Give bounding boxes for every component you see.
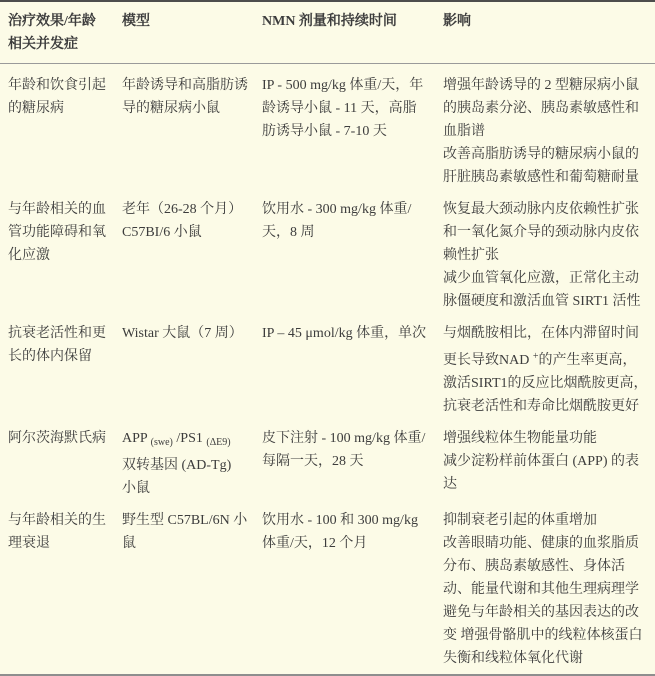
- table-row: [0, 504, 655, 675]
- text-segment: 皮下注射 - 100 mg/kg 体重/每隔一天，28 天: [262, 431, 426, 469]
- cell-paragraph: [122, 509, 248, 555]
- text-segment: IP – 45 μmol/kg 体重，单次: [262, 326, 427, 341]
- text-segment: 的产生率更高，激活SIRT1的反应比烟酰胺更高，抗衰老活性和寿命比烟酰胺更好: [443, 353, 648, 414]
- cell-effects: [435, 64, 655, 194]
- text-segment: 阿尔茨海默氏病: [8, 431, 106, 446]
- cell-paragraph: [8, 427, 108, 450]
- text-segment: 恢复最大颈动脉内皮依赖性扩张和一氧化氮介导的颈动脉内皮依赖性扩张: [443, 202, 639, 263]
- text-segment: 与年龄相关的血管功能障碍和氧化应激: [8, 202, 106, 263]
- cell-paragraph: [8, 322, 108, 368]
- cell-paragraph: [8, 198, 108, 267]
- header-cell-condition: 治疗效果/年龄相关并发症: [0, 1, 114, 64]
- text-segment: /PS1: [172, 431, 207, 446]
- cell-condition: [0, 422, 114, 504]
- cell-condition: [0, 504, 114, 675]
- cell-paragraph: [122, 427, 248, 500]
- table-row: [0, 193, 655, 317]
- cell-paragraph: [443, 450, 649, 496]
- cell-condition: [0, 193, 114, 317]
- cell-paragraph: [443, 74, 649, 143]
- cell-paragraph: [443, 322, 649, 418]
- cell-effects: [435, 193, 655, 317]
- cell-paragraph: [8, 509, 108, 555]
- text-segment: 抑制衰老引起的体重增加: [443, 513, 597, 528]
- cell-paragraph: [443, 143, 649, 189]
- sub-text: (ΔE9): [206, 437, 231, 448]
- cell-paragraph: [262, 322, 429, 345]
- cell-paragraph: [122, 198, 248, 244]
- cell-paragraph: [443, 601, 649, 670]
- cell-paragraph: [443, 267, 649, 313]
- text-segment: 与年龄相关的生理衰退: [8, 513, 106, 551]
- text-segment: 减少血管氧化应激，正常化主动脉僵硬度和激活血管 SIRT1 活性: [443, 271, 641, 309]
- cell-paragraph: [122, 74, 248, 120]
- cell-paragraph: [262, 427, 429, 473]
- text-segment: 双转基因 (AD-Tg) 小鼠: [122, 458, 232, 496]
- cell-paragraph: [262, 509, 429, 555]
- header-cell-effects: 影响: [435, 1, 655, 64]
- table-row: [0, 64, 655, 194]
- cell-effects: [435, 422, 655, 504]
- cell-model: [114, 193, 254, 317]
- cell-paragraph: [443, 509, 649, 532]
- cell-model: [114, 64, 254, 194]
- table-body: [0, 64, 655, 676]
- cell-condition: [0, 64, 114, 194]
- cell-condition: [0, 317, 114, 422]
- header-row: [0, 1, 655, 64]
- text-segment: APP: [122, 431, 151, 446]
- sub-text: (swe): [150, 437, 173, 448]
- table-row: [0, 317, 655, 422]
- text-segment: IP - 500 mg/kg 体重/天，年龄诱导小鼠 - 11 天，高脂肪诱导小鼠 - 7-10 天: [262, 78, 424, 139]
- cell-paragraph: [122, 322, 248, 345]
- text-segment: 饮用水 - 300 mg/kg 体重/天，8 周: [262, 202, 412, 240]
- cell-paragraph: [262, 198, 429, 244]
- cell-effects: [435, 317, 655, 422]
- text-segment: 减少淀粉样前体蛋白 (APP) 的表达: [443, 454, 640, 492]
- text-segment: 饮用水 - 100 和 300 mg/kg 体重/天，12 个月: [262, 513, 418, 551]
- cell-paragraph: [443, 532, 649, 601]
- cell-dose: [254, 504, 435, 675]
- cell-model: [114, 422, 254, 504]
- text-segment: 与烟酰胺相比，在体内滞留时间更长导致NAD: [443, 326, 639, 368]
- cell-paragraph: [443, 198, 649, 267]
- cell-paragraph: [443, 427, 649, 450]
- text-segment: 抗衰老活性和更长的体内保留: [8, 326, 106, 364]
- cell-dose: [254, 422, 435, 504]
- table-header: [0, 1, 655, 64]
- text-segment: 野生型 C57BL/6N 小鼠: [122, 513, 248, 551]
- text-segment: 增强线粒体生物能量功能: [443, 431, 597, 446]
- text-segment: 年龄诱导和高脂肪诱导的糖尿病小鼠: [122, 78, 248, 116]
- header-cell-model: 模型: [114, 1, 254, 64]
- text-segment: 老年（26-28 个月）C57BI/6 小鼠: [122, 202, 243, 240]
- text-segment: Wistar 大鼠（7 周）: [122, 326, 243, 341]
- table-row: [0, 422, 655, 504]
- header-cell-dose: NMN 剂量和持续时间: [254, 1, 435, 64]
- cell-model: [114, 504, 254, 675]
- cell-dose: [254, 64, 435, 194]
- cell-paragraph: [8, 74, 108, 120]
- cell-dose: [254, 193, 435, 317]
- text-segment: 增强年龄诱导的 2 型糖尿病小鼠的胰岛素分泌、胰岛素敏感性和血脂谱: [443, 78, 639, 139]
- text-segment: 改善高脂肪诱导的糖尿病小鼠的肝脏胰岛素敏感性和葡萄糖耐量: [443, 147, 639, 185]
- text-segment: 年龄和饮食引起的糖尿病: [8, 78, 106, 116]
- cell-paragraph: [262, 74, 429, 143]
- cell-effects: [435, 504, 655, 675]
- sup-text: +: [532, 351, 539, 362]
- text-segment: 避免与年龄相关的基因表达的改变 增强骨骼肌中的线粒体核蛋白失衡和线粒体氧化代谢: [443, 605, 643, 666]
- text-segment: 改善眼睛功能、健康的血浆脂质分布、胰岛素敏感性、身体活动、能量代谢和其他生理病理学: [443, 536, 639, 597]
- cell-dose: [254, 317, 435, 422]
- cell-model: [114, 317, 254, 422]
